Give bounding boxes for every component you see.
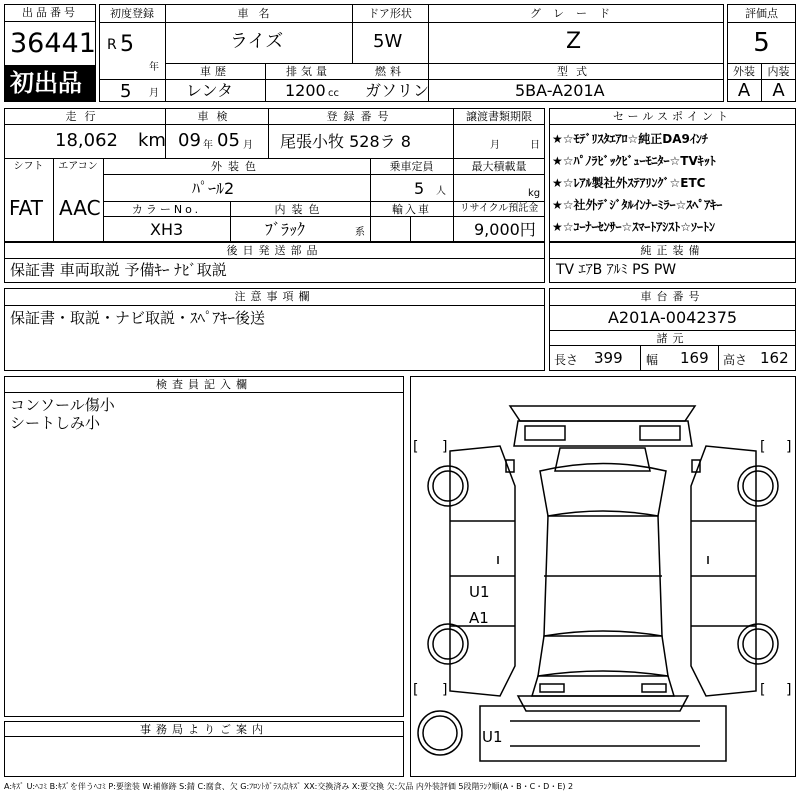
lot-header: 出品番号 (22, 6, 78, 19)
model-code-header: 型式 (557, 65, 595, 78)
capacity-unit: 人 (436, 186, 446, 197)
sales-points-header: セールスポイント (612, 110, 732, 123)
mileage-unit: km (138, 130, 166, 151)
bracket-front-right-close: ] (786, 439, 792, 455)
notes-value: 保証書・取説・ナビ取説・ｽﾍﾟｱｷｰ後送 (10, 309, 266, 327)
tail-light-left (540, 684, 564, 692)
score-value: 5 (753, 28, 770, 58)
tail-light-right (642, 684, 666, 692)
left-side-body (450, 446, 515, 696)
sales-point-1: ★☆ﾓﾃﾞﾘｽﾀｴｱﾛ☆純正DA9ｲﾝﾁ (552, 132, 708, 146)
right-side-body (691, 446, 756, 696)
first-reg-header: 初度登録 (110, 7, 154, 20)
registration-value: 尾張小牧 528ラ 8 (280, 132, 411, 151)
max-load-header: 最大積載量 (471, 160, 527, 173)
wheel-rear-left (428, 624, 468, 664)
bracket-front-left-close: ] (442, 439, 448, 455)
car-name-header: 車名 (237, 7, 280, 20)
capacity-header: 乗車定員 (389, 160, 434, 173)
grade-value: Z (566, 29, 582, 54)
genuine-equipment-value: TV ｴｱB ｱﾙﾐ PS PW (556, 262, 677, 278)
hood (514, 421, 692, 446)
spare-wheel (418, 711, 462, 755)
score-header: 評価点 (745, 7, 778, 20)
headlight-right (640, 426, 680, 440)
color-no-value: XH3 (150, 220, 184, 239)
legend: A:ｷｽﾞ U:ﾍｺﾐ B:ｷｽﾞを伴うﾍｺﾐ P:要塗装 W:補修跡 S:錆 C:腐食、欠 G:ﾌﾛﾝﾄｶﾞﾗｽ点ｷｽﾞ XX:交換済み X:要交換 欠:欠品 内外装評価 5段階ﾗﾝｸ順(A・B・C・D・E) 2 (4, 782, 574, 791)
rear-hatch (532, 676, 674, 696)
recycle-value: 9,000円 (474, 220, 536, 239)
exterior-color-value: ﾊﾟｰﾙ2 (192, 179, 235, 198)
damage-mark-u1-bottom: U1 (482, 728, 503, 746)
transfer-month-unit: 月 (490, 140, 500, 151)
history-value: レンタ (186, 81, 233, 100)
mileage-value: 18,062 (55, 130, 118, 151)
inspector-header: 検査員記入欄 (156, 378, 252, 391)
fuel-value: ガソリン (365, 81, 430, 100)
bracket-rear-left: [ (413, 682, 419, 698)
first-listing-badge: 初出品 (10, 69, 82, 97)
chassis-header: 車台番号 (640, 290, 705, 303)
max-load-unit: kg (528, 188, 541, 199)
int-score-header: 内装 (767, 65, 790, 78)
first-reg-year: 5 (120, 32, 134, 57)
office-header: 事務局よりご案内 (140, 723, 268, 736)
specs-height-value: 162 (760, 349, 789, 367)
transfer-day-unit: 日 (530, 140, 540, 151)
notes-header: 注意事項欄 (234, 290, 315, 303)
specs-width-label: 幅 (646, 353, 659, 367)
shift-header: シフト (13, 161, 44, 172)
model-code-value: 5BA-A201A (515, 81, 605, 100)
first-reg-month-unit: 月 (149, 88, 159, 99)
history-header: 車歴 (200, 65, 230, 78)
bracket-front-right: [ (760, 439, 766, 455)
first-reg-month: 5 (120, 81, 132, 102)
damage-mark-u1-side: U1 (469, 583, 490, 601)
inspector-line-2: シートしみ小 (10, 414, 101, 432)
wheel-front-right (738, 466, 778, 506)
recycle-header: リサイクル預託金 (459, 203, 539, 214)
sales-point-4: ★☆社外ﾃﾞｼﾞﾀﾙｲﾝﾅｰﾐﾗｰ☆ｽﾍﾟｱｷｰ (552, 198, 723, 212)
specs-width-value: 169 (680, 349, 709, 367)
grille (555, 448, 650, 471)
aircon-header: エアコン (58, 161, 98, 172)
inspection-year-unit: 年 (203, 140, 213, 151)
mileage-header: 走行 (65, 110, 104, 123)
sales-point-2: ★☆ﾊﾟﾉﾗﾋﾞｯｸﾋﾞｭｰﾓﾆﾀｰ☆TVｷｯﾄ (552, 154, 716, 168)
front-bumper (510, 406, 695, 421)
lot-number: 36441 (10, 28, 96, 59)
interior-color-header: 内装色 (274, 203, 326, 216)
bracket-rear-right-close: ] (786, 682, 792, 698)
first-reg-era: R (107, 37, 117, 53)
rear-bumper (518, 696, 688, 711)
registration-header: 登録番号 (326, 110, 395, 123)
transfer-header: 譲渡書類期限 (466, 110, 532, 123)
exterior-color-header: 外装色 (211, 160, 262, 173)
displacement-header: 排気量 (286, 65, 331, 78)
car-name-value: ライズ (230, 31, 284, 52)
capacity-value: 5 (414, 179, 425, 198)
wheel-front-left (428, 466, 468, 506)
interior-color-value: ﾌﾞﾗｯｸ (265, 220, 306, 239)
inspection-month: 05 (217, 130, 240, 151)
door-value: 5W (373, 31, 403, 52)
car-diagram (410, 376, 796, 777)
specs-length-label: 長さ (554, 353, 579, 367)
genuine-equipment-header: 純正装備 (640, 244, 705, 257)
door-header: ドア形状 (368, 7, 412, 20)
bracket-front-left: [ (413, 439, 419, 455)
sales-point-5: ★☆ｺｰﾅｰｾﾝｻｰ☆ｽﾏｰﾄｱｼｽﾄ☆ｿｰﾄﾝ (552, 220, 716, 234)
inspector-line-1: コンソール傷小 (10, 396, 115, 414)
import-header: 輸入車 (392, 203, 431, 216)
int-score-value: A (772, 80, 785, 101)
displacement-value: 1200 (285, 81, 326, 100)
bracket-rear-left-close: ] (442, 682, 448, 698)
shift-value: FAT (9, 196, 44, 220)
aircon-value: AAC (59, 196, 101, 220)
later-parts-header: 後日発送部品 (226, 244, 323, 257)
first-reg-year-unit: 年 (149, 62, 159, 73)
rear-window (538, 631, 668, 676)
undercarriage (480, 706, 726, 761)
interior-color-suffix: 系 (355, 227, 365, 238)
specs-header: 諸元 (656, 332, 689, 345)
sales-point-3: ★☆ﾚｱﾙ製社外ｽﾃｱﾘﾝｸﾞ☆ETC (552, 176, 706, 190)
color-no-header: カラーNo. (131, 203, 202, 216)
specs-length-value: 399 (594, 349, 623, 367)
grade-header: グレード (530, 7, 622, 20)
displacement-unit: cc (328, 88, 339, 99)
ext-score-header: 外装 (733, 65, 755, 78)
damage-mark-a1-side: A1 (469, 609, 489, 627)
inspection-year: 09 (178, 130, 201, 151)
later-parts-value: 保証書 車両取説 予備ｷｰ ﾅﾋﾞ取説 (10, 261, 227, 279)
headlight-left (525, 426, 565, 440)
inspection-month-unit: 月 (243, 140, 253, 151)
inspection-header: 車検 (197, 110, 236, 123)
bracket-rear-right: [ (760, 682, 766, 698)
specs-height-label: 高さ (723, 353, 748, 367)
ext-score-value: A (737, 80, 751, 101)
fuel-header: 燃料 (375, 65, 405, 78)
chassis-value: A201A-0042375 (607, 308, 738, 327)
wheel-rear-right (738, 624, 778, 664)
